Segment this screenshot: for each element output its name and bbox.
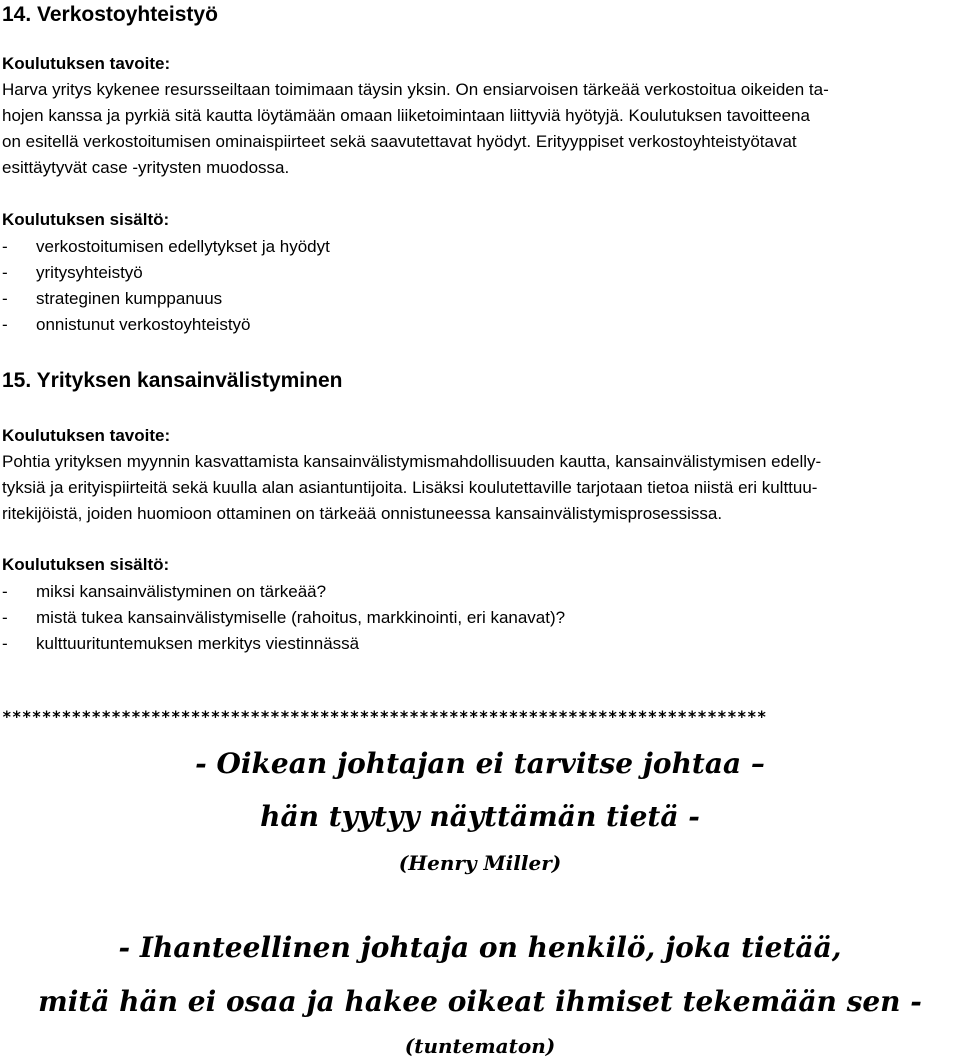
list-dash: - <box>2 315 8 334</box>
list-item <box>2 631 565 657</box>
section-15-content-list <box>2 579 565 657</box>
quote-2-line-1: - Ihanteellinen johtaja on henkilö, joka tietää, <box>118 931 842 964</box>
list-dash: - <box>2 263 8 282</box>
asterisk-separator: ***************************************************************************** <box>2 707 767 726</box>
section-14-goals-heading: Koulutuksen tavoite: <box>2 54 171 73</box>
section-15-goals-heading: Koulutuksen tavoite: <box>2 426 171 445</box>
list-item-text: kulttuurituntemuksen merkitys viestinnässä <box>36 634 360 653</box>
quote-1-author: (Henry Miller) <box>398 851 562 875</box>
list-item-text: yritysyhteistyö <box>36 263 143 282</box>
paragraph-line: ritekijöistä, joiden huomioon ottaminen on tärkeää onnistuneessa kansainvälistymisprosessissa. <box>2 504 723 523</box>
paragraph-line: hojen kanssa ja pyrkiä sitä kautta löytämään omaan liiketoimintaan liittyviä hyötyjä. Koulutuksen tavoitteena <box>2 106 810 125</box>
quote-2-author: (tuntematon) <box>404 1034 556 1058</box>
list-item <box>2 312 330 338</box>
paragraph-line: esittäytyvät case -yritysten muodossa. <box>2 158 290 177</box>
section-14-goals-paragraph <box>2 77 952 181</box>
section-15-heading: 15. Yrityksen kansainvälistyminen <box>2 369 343 392</box>
list-item-text: mistä tukea kansainvälistymiselle (rahoitus, markkinointi, eri kanavat)? <box>36 608 566 627</box>
list-dash: - <box>2 634 8 653</box>
list-item-text: onnistunut verkostoyhteistyö <box>36 315 251 334</box>
list-dash: - <box>2 582 8 601</box>
list-dash: - <box>2 289 8 308</box>
section-14-heading: 14. Verkostoyhteistyö <box>2 3 218 26</box>
list-item <box>2 286 330 312</box>
section-15-content-heading: Koulutuksen sisältö: <box>2 555 170 574</box>
paragraph-line: tyksiä ja erityispiirteitä sekä kuulla alan asiantuntijoita. Lisäksi koulutettaville tarjotaan tietoa niistä eri kulttuu- <box>2 478 818 497</box>
list-item-text: strateginen kumppanuus <box>36 289 223 308</box>
list-item <box>2 234 330 260</box>
paragraph-line: Pohtia yrityksen myynnin kasvattamista kansainvälistymismahdollisuuden kautta, kansainvälistymisen edelly- <box>2 452 822 471</box>
list-item-text: verkostoitumisen edellytykset ja hyödyt <box>36 237 330 256</box>
paragraph-line: on esitellä verkostoitumisen ominaispiirteet sekä saavutettavat hyödyt. Erityyppiset verkostoyhteistyötavat <box>2 132 797 151</box>
list-dash: - <box>2 237 8 256</box>
list-item <box>2 260 330 286</box>
list-item <box>2 605 565 631</box>
section-15-goals-paragraph <box>2 449 952 527</box>
list-item-text: miksi kansainvälistyminen on tärkeää? <box>36 582 327 601</box>
list-dash: - <box>2 608 8 627</box>
paragraph-line: Harva yritys kykenee resursseiltaan toimimaan täysin yksin. On ensiarvoisen tärkeää verkostoitua oikeiden ta- <box>2 80 829 99</box>
quote-1-line-1: - Oikean johtajan ei tarvitse johtaa – <box>195 747 765 780</box>
quote-2-line-2: mitä hän ei osaa ja hakee oikeat ihmiset tekemään sen - <box>38 985 922 1018</box>
section-14-content-heading: Koulutuksen sisältö: <box>2 210 170 229</box>
list-item <box>2 579 565 605</box>
section-14-content-list <box>2 234 330 338</box>
quote-1-line-2: hän tyytyy näyttämän tietä - <box>260 800 700 833</box>
